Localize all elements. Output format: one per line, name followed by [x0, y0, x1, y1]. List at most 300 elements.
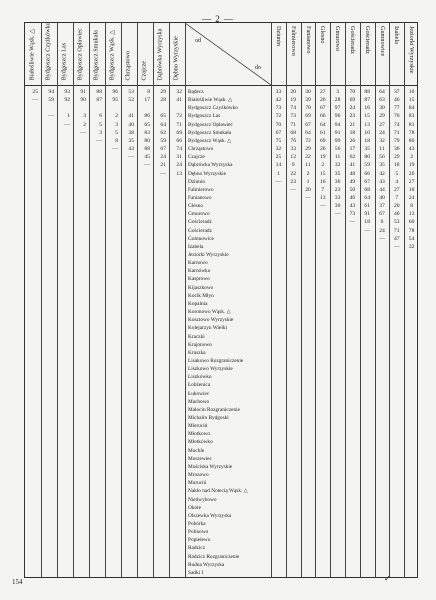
station-name: Koronowo Wąsk. △	[188, 309, 231, 316]
right-distance-cell: 18	[364, 137, 370, 144]
left-distance-cell: 32	[176, 89, 182, 95]
right-distance-cell: 6	[380, 219, 384, 226]
header-right-column-label: Fanianowo	[304, 26, 312, 54]
right-distance-cell: 18	[394, 162, 400, 169]
right-distance-cell: 76	[290, 137, 296, 144]
station-name: Glesno	[188, 203, 204, 210]
right-distance-cell: —	[334, 211, 341, 218]
right-distance-cell: 40	[394, 211, 400, 218]
right-distance-cell: 74	[394, 121, 400, 128]
left-distance-cell: 74	[176, 146, 182, 153]
left-distance-cell: 43	[128, 146, 134, 153]
station-name: Michalin Bydgoski	[188, 415, 229, 421]
left-distance-cell: 3	[115, 121, 118, 128]
right-distance-cell: 13	[320, 194, 326, 201]
left-distance-cell: 65	[160, 113, 166, 120]
right-distance-cell: 77	[394, 105, 400, 112]
right-distance-cell: 68	[290, 129, 296, 136]
right-distance-cell: 13	[364, 121, 370, 128]
right-distance-cell: 2	[321, 162, 325, 169]
right-distance-cell: 91	[334, 129, 341, 136]
right-distance-cell: 32	[275, 146, 282, 153]
left-distance-cell: —	[160, 170, 166, 177]
left-distance-cell: 91	[80, 89, 86, 95]
station-name: Liszkowo Wyrzyskie	[188, 366, 233, 373]
right-distance-cell: 70	[305, 105, 311, 112]
right-distance-cell: 84	[408, 105, 415, 112]
station-name: Łobżenica	[188, 382, 211, 389]
station-name: Radzicz Rozgraniczenie	[188, 553, 240, 560]
station-name: Polinowo	[188, 529, 209, 536]
right-distance-cell: 35	[364, 146, 370, 153]
station-name: Niedwybowo	[188, 496, 217, 503]
left-distance-cell: 83	[144, 129, 150, 136]
station-name: Karnowo	[188, 260, 208, 267]
header-left-column-label: Bydgoszcz Opławiec	[76, 27, 84, 80]
right-distance-cell: 27	[320, 89, 326, 95]
left-distance-cell: 41	[176, 97, 182, 104]
right-distance-cell: 32	[379, 137, 385, 144]
right-distance-cell: 1	[306, 178, 310, 185]
right-distance-cell: 78	[408, 227, 415, 234]
station-name: Izabela	[188, 243, 204, 250]
right-distance-cell: 62	[349, 154, 356, 161]
station-name: Kruszka	[188, 349, 206, 356]
station-name: Falmierowo	[188, 186, 214, 193]
station-name: Dziunin	[188, 178, 206, 185]
right-distance-cell: 26	[349, 137, 356, 144]
right-distance-cell: 64	[364, 194, 370, 201]
right-distance-cell: 37	[394, 89, 400, 95]
right-distance-cell: 80	[364, 154, 370, 161]
station-name: Rudna Wyrzyska	[188, 561, 225, 568]
right-distance-cell: 24	[379, 227, 385, 234]
header-left-column-label: Bydgoszcz Las	[60, 42, 68, 80]
left-distance-cell: 29	[160, 89, 166, 95]
column-divider	[105, 23, 106, 577]
right-distance-cell: 71	[394, 129, 400, 136]
right-distance-cell: 11	[305, 162, 311, 169]
station-name: Lisakowo Rozgraniczenie	[188, 357, 244, 364]
station-name: Mrozowo	[188, 472, 209, 479]
right-distance-cell: 10	[364, 129, 370, 136]
right-distance-cell: 75	[275, 137, 282, 144]
right-distance-cell: 50	[349, 186, 356, 193]
station-name: Gmurowo	[188, 211, 210, 218]
left-distance-cell: 2	[83, 121, 86, 128]
column-divider	[41, 23, 42, 577]
right-distance-cell: 37	[379, 203, 385, 210]
station-name: Dębno Wyrzyskie	[188, 170, 226, 177]
right-distance-cell: 64	[379, 89, 385, 95]
right-distance-cell: 30	[334, 203, 341, 210]
right-distance-cell: 91	[364, 211, 370, 218]
right-distance-cell: 43	[379, 178, 385, 185]
left-distance-cell: 92	[64, 97, 70, 104]
right-distance-cell: 72	[275, 113, 282, 120]
right-distance-cell: 5	[395, 170, 399, 177]
left-distance-cell: —	[48, 113, 54, 120]
right-distance-cell: 64	[305, 129, 311, 136]
station-name: Radzicz	[188, 545, 206, 552]
right-distance-cell: 79	[394, 137, 400, 144]
column-divider	[57, 23, 58, 577]
right-distance-cell: 29	[305, 146, 311, 153]
right-distance-cell: 67	[275, 129, 282, 136]
right-distance-cell: 46	[349, 194, 356, 201]
header-diagonal	[185, 23, 271, 85]
station-name: Gościeradz	[188, 227, 212, 234]
left-distance-cell: —	[32, 97, 38, 104]
right-distance-cell: 28	[334, 97, 341, 104]
left-distance-cell: 21	[160, 162, 166, 169]
left-distance-cell: 67	[160, 146, 166, 153]
left-distance-cell: —	[128, 154, 134, 161]
right-distance-cell: 27	[394, 186, 400, 193]
right-distance-cell: 1	[276, 170, 280, 177]
right-distance-cell: 69	[349, 97, 356, 104]
header-do: do	[255, 65, 261, 71]
column-divider	[169, 23, 170, 577]
station-name: Młotkowo	[188, 431, 211, 438]
station-name: Bydgoszcz Czyżkówko	[188, 105, 238, 112]
header-right-column-label: Glesno	[319, 26, 327, 44]
left-distance-cell: 6	[99, 113, 102, 120]
right-distance-cell: 24	[379, 129, 385, 136]
column-divider	[153, 23, 154, 577]
left-distance-cell: 72	[176, 113, 182, 120]
right-distance-cell: 83	[408, 113, 415, 120]
right-distance-cell: 53	[394, 219, 400, 226]
right-distance-cell: 7	[395, 194, 399, 201]
right-distance-cell: 61	[364, 203, 370, 210]
right-distance-cell: 54	[408, 235, 415, 242]
right-distance-cell: 99	[334, 137, 341, 144]
right-distance-cell: 15	[320, 170, 326, 177]
right-distance-cell: 48	[349, 170, 356, 177]
station-name: Bądecz	[188, 89, 204, 95]
right-distance-cell: 59	[364, 162, 370, 169]
right-distance-cell: 8	[410, 203, 413, 210]
header-left-column-label: Chrząstowo	[124, 50, 132, 80]
right-distance-cell: 42	[275, 97, 282, 104]
right-distance-cell: 87	[364, 97, 370, 104]
right-distance-cell: 47	[394, 235, 400, 242]
right-distance-cell: 20	[290, 89, 296, 95]
header-left-column-label: Bydgoszcz Czyżkówko	[44, 21, 52, 80]
right-distance-cell: 13	[408, 211, 415, 218]
left-distance-cell: 13	[176, 170, 182, 177]
left-distance-cell: 17	[144, 97, 150, 104]
header-left-column-label: Bydgoszcz Smukała	[92, 29, 100, 80]
station-name: Bydgoszcz Wąsk. △	[188, 137, 232, 144]
left-distance-cell: 3	[99, 129, 102, 136]
right-distance-cell: —	[275, 178, 282, 185]
right-distance-cell: 23	[290, 178, 296, 185]
right-distance-cell: 67	[364, 178, 370, 185]
left-distance-cell: 64	[160, 121, 166, 128]
station-name: Kopalnia	[188, 300, 208, 307]
left-distance-cell: 59	[160, 137, 166, 144]
right-distance-cell: 78	[408, 129, 415, 136]
header-right-column-label: Gmurowo	[334, 26, 342, 52]
header-right-column-label: Gościeradz	[363, 26, 371, 54]
right-distance-cell: —	[394, 243, 400, 250]
right-distance-cell: 49	[349, 178, 356, 185]
right-distance-cell: 26	[320, 146, 326, 153]
right-distance-cell: 29	[394, 154, 400, 161]
left-distance-cell: 45	[144, 154, 150, 161]
left-distance-cell: 66	[176, 137, 182, 144]
left-distance-cell: —	[96, 137, 102, 144]
right-distance-cell: 43	[408, 146, 415, 153]
station-name: Bydgoszcz Las	[188, 113, 221, 120]
right-distance-cell: 7	[321, 186, 325, 193]
right-distance-cell: 16	[320, 178, 326, 185]
right-distance-cell: 71	[290, 121, 296, 128]
right-distance-cell: 33	[275, 89, 282, 95]
station-name: Chrząstowo	[188, 146, 214, 153]
right-distance-cell: 30	[305, 89, 311, 95]
right-distance-cell: —	[364, 227, 370, 234]
right-distance-cell: 70	[349, 89, 356, 95]
header-left-column-label: Białośliwie Wąsk. △	[28, 28, 36, 80]
right-distance-cell: 73	[290, 113, 296, 120]
right-distance-cell: 32	[408, 243, 415, 250]
station-name: Łukowiec	[188, 390, 210, 397]
station-name: Mochle	[188, 447, 205, 454]
right-distance-cell: 22	[290, 170, 296, 177]
right-distance-cell: 19	[408, 162, 415, 169]
right-distance-cell: 44	[379, 186, 385, 193]
right-distance-cell: 71	[394, 227, 400, 234]
right-distance-cell: 4	[395, 178, 399, 185]
right-distance-cell: 19	[320, 154, 326, 161]
station-name: Kocik Młyn	[188, 292, 214, 299]
station-name: Krajonowo	[188, 341, 212, 348]
left-distance-cell: 94	[48, 89, 54, 95]
right-distance-cell: —	[320, 203, 326, 210]
right-distance-cell: 96	[334, 113, 341, 120]
header-od: od	[195, 38, 201, 44]
header-right-column-label: Gumnowice	[378, 26, 386, 57]
right-distance-cell: 81	[408, 121, 415, 128]
station-name: Liszkówko	[188, 374, 212, 381]
left-distance-cell: 59	[48, 97, 54, 104]
right-distance-cell: 67	[379, 211, 385, 218]
header-right-column-label: Falmierowo	[289, 26, 297, 56]
left-distance-cell: 3	[83, 113, 86, 120]
left-distance-cell: —	[80, 129, 86, 136]
right-distance-cell: —	[379, 235, 385, 242]
right-distance-cell: 11	[334, 154, 341, 161]
left-distance-cell: 96	[112, 89, 118, 95]
left-distance-cell: 41	[128, 113, 134, 120]
right-distance-cell: 67	[320, 105, 326, 112]
right-distance-cell: 29	[379, 113, 385, 120]
left-distance-cell: —	[112, 146, 118, 153]
right-distance-cell: 46	[394, 97, 400, 104]
column-divider	[73, 23, 74, 577]
header-right-column-label: Gościeradz	[349, 26, 356, 54]
right-distance-cell: 24	[349, 105, 356, 112]
station-name: Kasprowo	[188, 276, 210, 283]
right-distance-cell: 18	[364, 219, 370, 226]
left-distance-cell: 93	[64, 89, 70, 95]
column-divider	[137, 23, 138, 577]
right-distance-cell: 26	[320, 97, 326, 104]
right-distance-cell: 30	[379, 105, 385, 112]
right-distance-cell: 61	[320, 129, 326, 136]
right-distance-cell: 21	[349, 121, 356, 128]
right-distance-cell: 22	[305, 154, 311, 161]
right-distance-cell: 36	[394, 146, 400, 153]
corner-mark: ✓	[384, 574, 391, 583]
right-distance-cell: 76	[394, 113, 400, 120]
station-name: Kolejarzyn Wielki	[188, 325, 227, 332]
station-name: Nakło nad Notecią Wąsk. △	[188, 488, 248, 495]
right-distance-cell: 94	[334, 121, 341, 128]
right-distance-cell: 12	[290, 154, 296, 161]
station-name: Bydgoszcz Smukała	[188, 129, 232, 136]
right-distance-cell: 43	[349, 203, 356, 210]
right-distance-cell: 23	[334, 186, 341, 193]
left-distance-cell: 95	[112, 97, 118, 104]
station-name: Gościeradz	[188, 219, 212, 226]
right-distance-cell: 69	[305, 113, 311, 120]
header-left-column-label: Czajcze	[140, 60, 148, 80]
right-distance-cell: 10	[408, 89, 415, 95]
station-name: Czajcze	[188, 154, 205, 161]
right-distance-cell: 23	[349, 113, 356, 120]
right-distance-cell: —	[305, 194, 311, 201]
column-divider	[89, 23, 90, 577]
left-distance-cell: 52	[128, 97, 134, 104]
station-name: Mieruciń	[188, 423, 208, 430]
header-left-column-label: Bydgoszcz Wąsk. △	[108, 29, 116, 80]
left-distance-cell: 28	[160, 97, 166, 104]
header-right-column-label: Izabela	[393, 26, 401, 44]
left-distance-cell: 25	[32, 89, 38, 95]
station-name: Białośliwie Wąsk. △	[188, 97, 233, 104]
left-distance-cell: 8	[115, 137, 118, 144]
right-distance-cell: 88	[364, 89, 370, 95]
right-distance-cell: 35	[379, 162, 385, 169]
right-distance-cell: 74	[290, 105, 296, 112]
right-distance-cell: 15	[408, 97, 415, 104]
right-distance-cell: 69	[320, 137, 326, 144]
right-distance-cell: 32	[334, 162, 341, 169]
left-distance-cell: 35	[128, 137, 134, 144]
station-name: Okole	[188, 504, 201, 511]
right-distance-cell: 36	[334, 178, 341, 185]
right-distance-cell: 73	[275, 105, 282, 112]
station-name: Bydgoszcz Opławiec	[188, 121, 233, 128]
right-distance-cell: 10	[408, 186, 415, 193]
right-distance-cell: 26	[408, 170, 415, 177]
right-distance-cell: 64	[320, 121, 326, 128]
page-number: — 2 —	[202, 14, 234, 24]
right-distance-cell: 67	[305, 121, 311, 128]
right-distance-cell: —	[290, 186, 296, 193]
station-name: Fanianowo	[188, 194, 212, 201]
right-distance-cell: 41	[349, 162, 356, 169]
left-distance-cell: 87	[96, 97, 102, 104]
left-distance-cell: 31	[176, 154, 182, 161]
left-distance-cell: 62	[160, 129, 166, 136]
station-name: Machowo	[188, 398, 210, 405]
station-name: Muruciń	[188, 480, 207, 487]
left-distance-cell: 86	[144, 113, 150, 120]
right-distance-cell: 17	[349, 146, 356, 153]
right-distance-cell: 97	[334, 105, 341, 112]
station-name: Młotkówko	[188, 439, 213, 446]
right-distance-cell: 35	[334, 170, 341, 177]
right-distance-cell: 19	[290, 97, 296, 104]
station-name: Małocin Rozgraniczenie	[188, 406, 240, 413]
column-divider	[185, 23, 186, 577]
right-distance-cell: 24	[408, 194, 415, 201]
right-distance-cell: 27	[379, 121, 385, 128]
header-right-column-label: Jeziorki Wyrzyskie	[408, 26, 416, 74]
right-distance-cell: 9	[291, 162, 295, 169]
right-distance-cell: 60	[408, 219, 415, 226]
right-distance-cell: 66	[320, 113, 326, 120]
station-name: Dąbrówka Wyrzyska	[188, 162, 233, 169]
left-distance-cell: —	[64, 121, 70, 128]
left-distance-cell: 69	[176, 129, 182, 136]
right-distance-cell: 14	[275, 162, 282, 169]
left-distance-cell: 8	[147, 89, 150, 95]
right-distance-cell: 2	[410, 154, 413, 161]
station-name: Popielewo	[188, 537, 211, 544]
station-name: Kosztowo Wyrzyskie	[188, 317, 234, 324]
right-distance-cell: 15	[364, 113, 370, 120]
right-distance-cell: 39	[305, 97, 311, 104]
right-distance-cell: 86	[408, 137, 415, 144]
left-distance-cell: 40	[128, 121, 134, 128]
right-distance-cell: 16	[364, 105, 370, 112]
right-distance-cell: 11	[379, 146, 385, 153]
right-distance-cell: 68	[364, 186, 370, 193]
right-distance-cell: 33	[290, 146, 296, 153]
left-distance-cell: —	[144, 162, 150, 169]
right-distance-cell: 63	[379, 97, 385, 104]
right-distance-cell: 42	[379, 170, 385, 177]
left-distance-cell: 1	[67, 113, 70, 120]
right-distance-cell: 72	[305, 137, 311, 144]
right-distance-cell: 56	[334, 146, 341, 153]
left-distance-cell: 80	[144, 137, 150, 144]
distance-table	[24, 22, 418, 578]
left-distance-cell: 5	[115, 129, 118, 136]
header-left-column-label: Dąbrówka Wyrzyska	[156, 28, 164, 80]
right-distance-cell: 20	[305, 186, 311, 193]
left-distance-cell: 5	[99, 121, 102, 128]
left-distance-cell: 88	[144, 146, 150, 153]
right-distance-cell: 40	[379, 194, 385, 201]
station-name: Jeziorki Wyrzyskie	[188, 252, 229, 258]
left-distance-cell: 88	[96, 89, 102, 95]
left-distance-cell: 38	[128, 129, 134, 136]
column-divider	[121, 23, 122, 577]
right-distance-cell: —	[349, 219, 356, 226]
station-name: Gumnowice	[188, 235, 214, 242]
header-left-column-label: Dębno Wyrzyskie	[172, 35, 180, 80]
left-distance-cell: 90	[80, 97, 86, 104]
left-distance-cell: 24	[160, 154, 166, 161]
station-name: Olszewka Wyrzyska	[188, 512, 232, 519]
